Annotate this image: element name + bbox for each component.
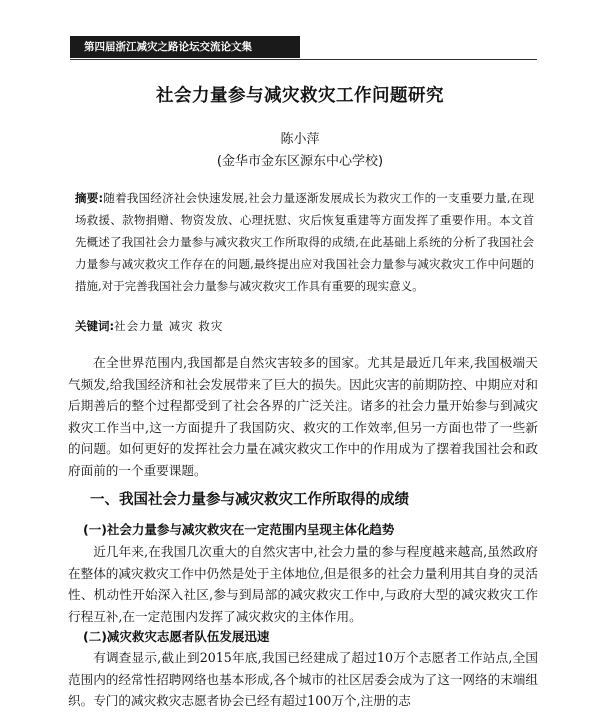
author-name: 陈小萍 (280, 132, 320, 147)
section-heading-1: 一、我国社会力量参与减灾救灾工作所取得的成绩 (90, 492, 409, 508)
keywords-label: 关键词: (75, 319, 115, 333)
subsection-1-paragraph: 近几年来,在我国几次重大的自然灾害中,社会力量的参与程度越来越高,虽然政府在整体的减灾救灾工作中仍然是处于主体地位,但是很多的社会力量利用其自身的灵活性、机动性开始深入社区,参与到局部的减灾救灾工作中,与政府大型的减灾救灾工作行程互补,在一定范围内发挥了减灾救灾的主体作用。 (68, 544, 538, 624)
article-title: 社会力量参与减灾救灾工作问题研究 (156, 86, 444, 106)
keywords (75, 316, 534, 336)
subsection-2-paragraph: 有调查显示,截止到2015年底,我国已经建成了超过10万个志愿者工作站点,全国范围内的经常性招聘网络也基本形成,各个城市的社区居委会成为了这一网络的末端组织。专门的减灾救灾志愿者协会已经有超过100万个,注册的志 (68, 650, 538, 708)
author-affiliation: (金华市金东区源东中心学校) (216, 154, 384, 169)
header-rule (70, 59, 537, 60)
subsection-heading-1: (一)社会力量参与减灾救灾在一定范围内呈现主体化趋势 (83, 522, 395, 537)
subsection-heading-2: (二)减灾救灾志愿者队伍发展迅速 (83, 629, 270, 644)
header-banner: 第四届浙江减灾之路论坛交流论文集 (70, 36, 300, 58)
intro-paragraph: 在全世界范围内,我国都是自然灾害较多的国家。尤其是最近几年来,我国极端天气频发,给我国经济和社会发展带来了巨大的损失。因此灾害的前期防控、中期应对和后期善后的整个过程都受到了社会各界的广泛关注。诸多的社会力量开始参与到减灾救灾工作当中,这一方面提升了我国防灾、救灾的工作效率,但另一方面也带了一些新的问题。如何更好的发挥社会力量在减灾救灾工作中的作用成为了摆着我国社会和政府面前的一个重要课题。 (68, 355, 538, 478)
keywords-text: 社会力量 减灾 救灾 (114, 319, 224, 333)
abstract-label: 摘要: (75, 191, 104, 205)
abstract (75, 187, 534, 297)
abstract-text: 随着我国经济社会快速发展,社会力量逐渐发展成长为救灾工作的一支重要力量,在现场救援、款物捐赠、物资发放、心理抚慰、灾后恢复重建等方面发挥了重要作用。本文首先概述了我国社会力量参与减灾救灾工作所取得的成绩,在此基础上系统的分析了我国社会力量参与减灾救灾工作存在的问题,最终提出应对我国社会力量参与减灾救灾工作中问题的措施,对于完善我国社会力量参与减灾救灾工作具有重要的现实意义。 (75, 191, 534, 293)
